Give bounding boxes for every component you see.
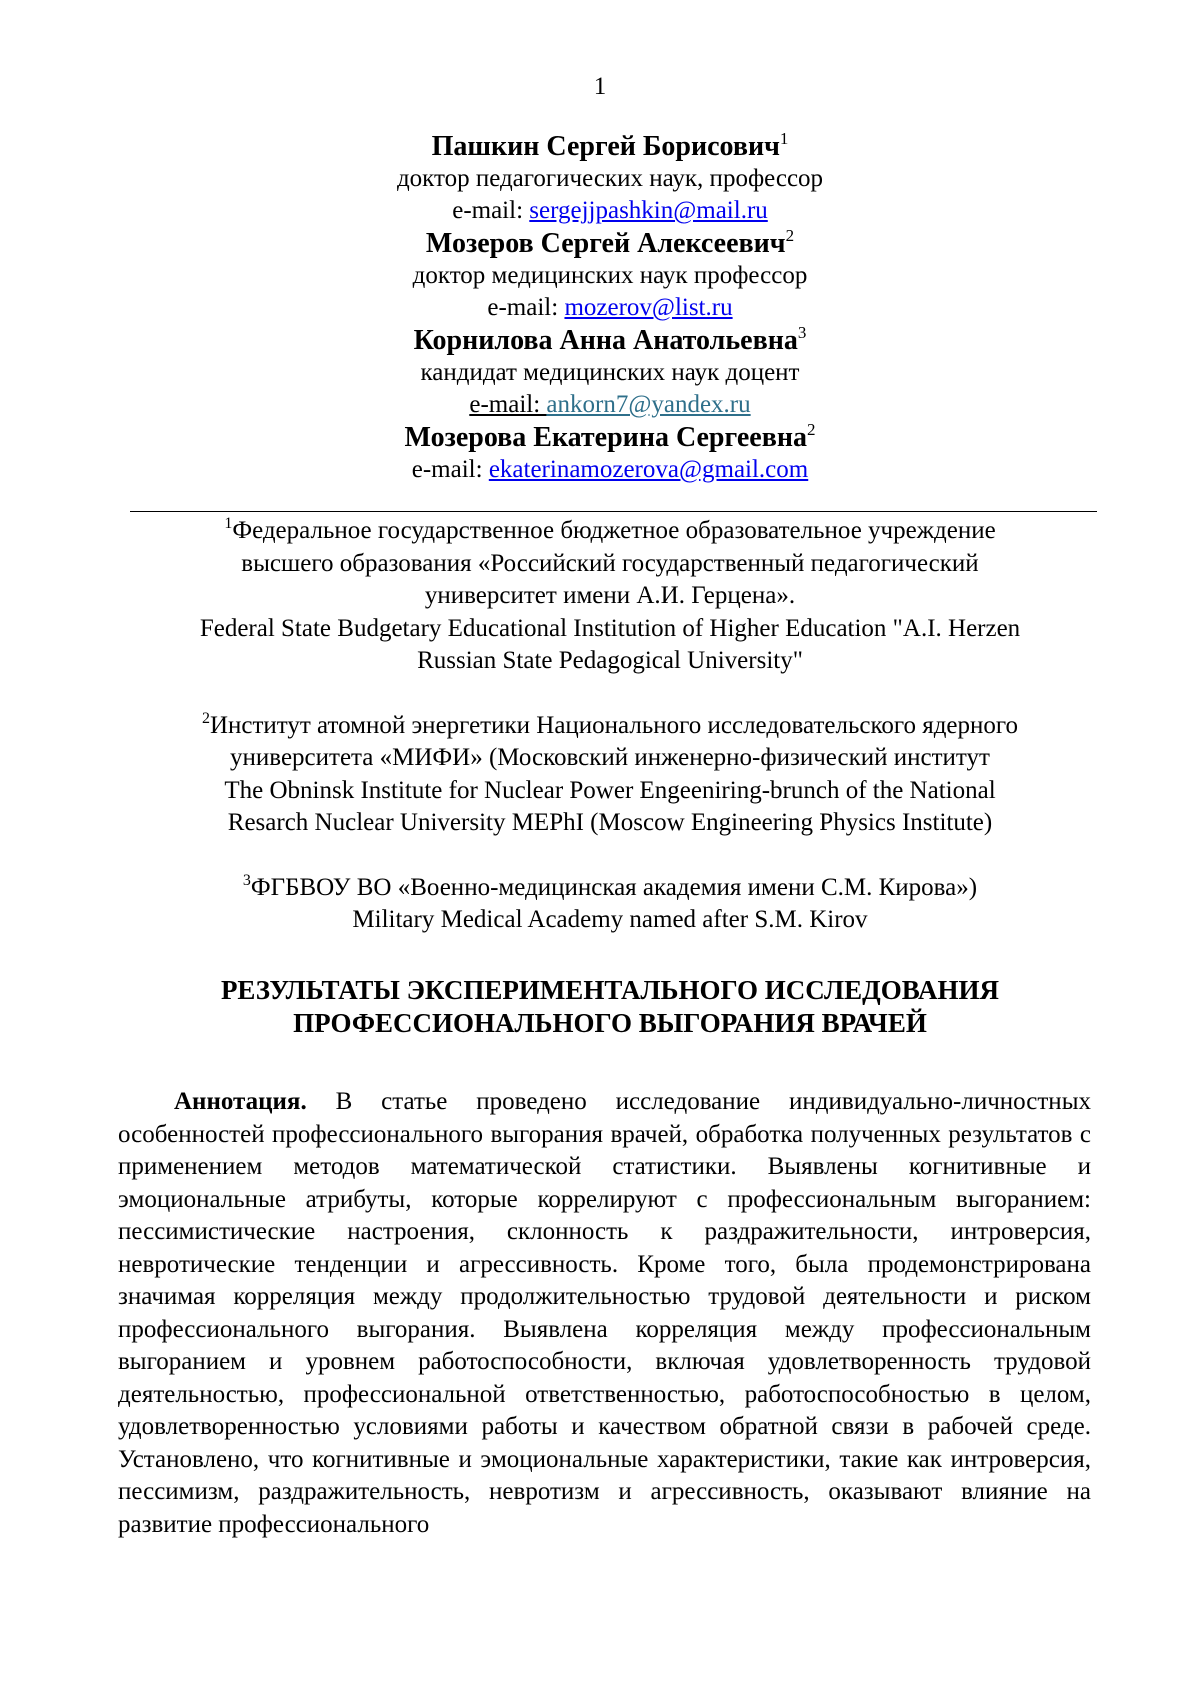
title-line: РЕЗУЛЬТАТЫ ЭКСПЕРИМЕНТАЛЬНОГО ИССЛЕДОВАНИЯ [220, 975, 1000, 1005]
affiliation-divider [130, 511, 1097, 512]
author-affiliation-marker: 3 [797, 323, 807, 342]
affiliation-3 [120, 872, 1100, 937]
author-degree: кандидат медицинских наук доцент [420, 359, 800, 386]
author-affiliation-marker: 1 [779, 129, 789, 148]
affiliation-line: высшего образования «Российский государственный педагогический [241, 549, 979, 577]
affiliation-line: Федеральное государственное бюджетное образовательное учреждение [232, 517, 996, 544]
author-degree: доктор медицинских наук профессор [412, 262, 808, 289]
author-email-link[interactable]: e-mail: ankorn7@yandex.ru [469, 391, 751, 418]
affiliation-line: университета «МИФИ» (Московский инженерно-физический институт [230, 744, 990, 771]
affiliation-line: Military Medical Academy named after S.M. Kirov [352, 906, 868, 933]
page-number: 1 [593, 73, 607, 100]
affiliation-line: The Obninsk Institute for Nuclear Power Engeeniring-brunch of the National [224, 776, 996, 804]
affiliation-1 [120, 515, 1100, 678]
author-email-line [120, 292, 1100, 324]
title-line: ПРОФЕССИОНАЛЬНОГО ВЫГОРАНИЯ ВРАЧЕЙ [293, 1008, 927, 1038]
abstract-text: В статье проведено исследование индивидуально-личностных особенностей профессионального выгорания врачей, обработка полученных результатов с применением методов математической статистики. Выявлены когнитивные и эмоциональные атрибуты, которые коррелируют с профессиональным выгоранием: пессимистические настроения, склонность к раздражительности, интроверсия, невротические тенденции и агрессивность. Кроме того, была продемонстрирована значимая корреляция между продолжительностью трудовой деятельности и риском профессионального выгорания. Выявлена корреляция между профессиональным выгоранием и уровнем работоспособности, включая удовлетворенность трудовой деятельностью, профессиональной ответственностью, работоспособностью в целом, удовлетворенностью условиями работы и качеством обратной связи в рабочей среде. Установлено, что когнитивные и эмоциональные характеристики, такие как интроверсия, пессимизм, раздражительность, невротизм и агрессивность, оказывают влияние на развитие профессионального [118, 1088, 1091, 1538]
affiliations-block [120, 515, 1100, 937]
author-name: Пашкин Сергей Борисович$^1$ [431, 129, 789, 162]
affiliation-line: университет имени А.И. Герцена». [424, 582, 796, 609]
affiliation-marker: 1 [224, 515, 233, 532]
author-email-line [120, 195, 1100, 227]
affiliation-marker: 3 [242, 871, 251, 889]
author-name: Корнилова Анна Анатольевна$^3$ [413, 323, 807, 356]
author-name: Мозерова Екатерина Сергеевна$^2$ [404, 420, 816, 453]
author-name: Мозеров Сергей Алексеевич$^2$ [425, 226, 795, 259]
abstract-lead: Аннотация. [174, 1088, 307, 1115]
author-email-link[interactable]: ekaterinamozerova@gmail.com [488, 456, 809, 483]
email-label: e-mail: [487, 294, 565, 321]
affiliation-line: Russian State Pedagogical University" [417, 647, 803, 674]
affiliation-marker: 2 [201, 709, 210, 727]
affiliation-line: Институт атомной энергетики Национального исследовательского ядерного [209, 711, 1019, 739]
author-email-link[interactable]: mozerov@list.ru [564, 294, 733, 321]
author-affiliation-marker: 2 [806, 420, 816, 439]
authors-block [120, 130, 1100, 486]
author-affiliation-marker: 2 [785, 226, 795, 245]
author-email-line [120, 454, 1100, 486]
affiliation-2 [120, 710, 1100, 840]
email-label: e-mail: [452, 197, 530, 224]
abstract-paragraph [118, 1086, 1091, 1541]
email-label: e-mail: [411, 456, 489, 483]
affiliation-line: Resarch Nuclear University MEPhI (Moscow Engineering Physics Institute) [227, 809, 993, 836]
author-email-link[interactable]: sergejjpashkin@mail.ru [529, 197, 768, 224]
paper-title [110, 974, 1110, 1040]
author-email-line [120, 389, 1100, 421]
affiliation-line: ФГБВОУ ВО «Военно-медицинская академия имени С.М. Кирова») [250, 873, 978, 901]
author-degree: доктор педагогических наук, профессор [396, 165, 824, 192]
affiliation-line: Federal State Budgetary Educational Institution of Higher Education "A.I. Herzen [199, 614, 1021, 642]
